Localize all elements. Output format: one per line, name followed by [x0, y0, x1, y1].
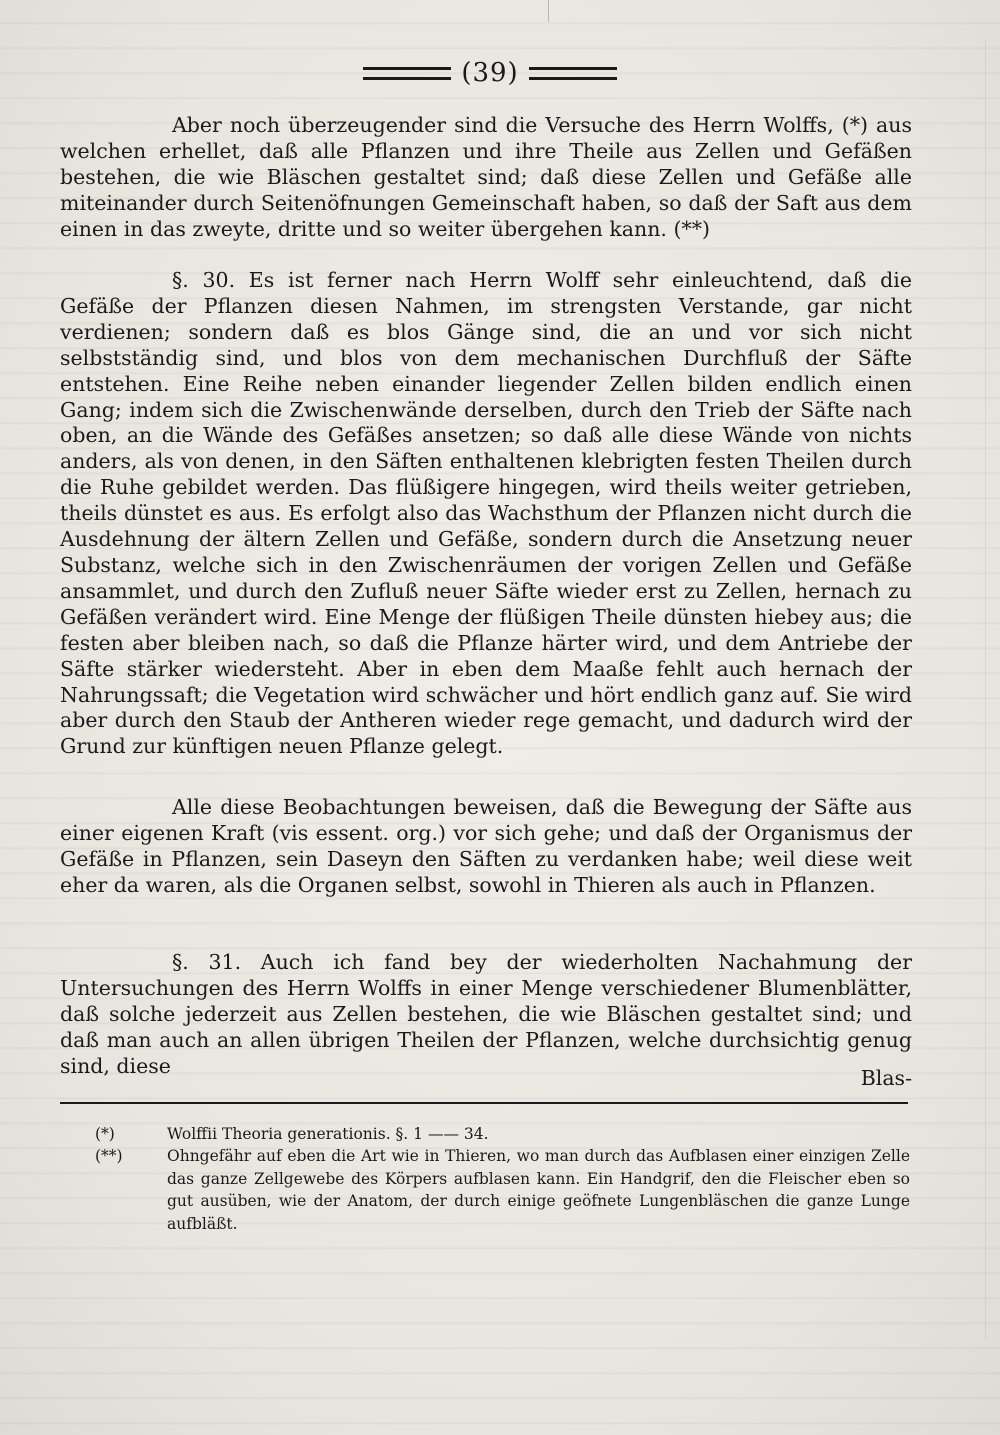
paragraph-text: §. 30. Es ist ferner nach Herrn Wolff sehr einleuchtend, daß die Gefäße der Pflanzen diesen Nahmen, im strengsten Verstande, gar nicht verdienen; sondern daß es blos Gänge sind, die an und vor sich nicht selbstständig sind, und blos von dem mechanischen Durchfluß der Säfte entstehen. Eine Reihe neben einander liegender Zellen bilden endlich einen Gang; indem sich die Zwischenwände derselben, durch den Trieb der Säfte nach oben, an die Wände des Gefäßes ansetzen; so daß alle diese Wände von nichts anders, als von denen, in den Säften enthaltenen klebrigten festen Theilen durch die Ruhe gebildet werden. Das flüßigere hingegen, wird theils weiter getrieben, theils dünstet es aus. Es erfolgt also das Wachsthum der Pflanzen nicht durch die Ausdehnung der ältern Zellen und Gefäße, sondern durch die Ansetzung neuer Substanz, welche sich in den Zwischenräumen der vorigen Zellen und Gefäße ansammlet, und durch den Zufluß neuer Säfte wieder erst zu Zellen, hernach zu Gefäßen verändert wird. Eine Menge der flüßigen Theile dünsten hiebey aus; die festen aber bleiben nach, so daß die Pflanze härter wird, und dem Antriebe der Säfte stärker wiedersteht. Aber in eben dem Maaße fehlt auch hernach der Nahrungssaft; die Vegetation wird schwächer und hört endlich ganz auf. Sie wird aber durch den Staub der Antheren wieder rege gemacht, und dadurch wird der Grund zur künftigen neuen Pflanze gelegt. [60, 268, 912, 759]
header-rule-left [363, 67, 451, 80]
footnote-text: Wolffii Theoria generationis. §. 1 —— 34. [167, 1125, 489, 1143]
footnotes [95, 1123, 910, 1235]
scan-mark [548, 0, 549, 22]
catchword: Blas- [860, 1066, 912, 1090]
paragraph-wolff-experiments [60, 113, 912, 243]
paragraph-observations [60, 795, 912, 899]
header-rule-right [529, 67, 617, 80]
footnote-text: Ohngefähr auf eben die Art wie in Thieren, wo man durch das Aufblasen einer einzigen Zelle das ganze Zellgewebe des Körpers aufblasen kann. Ein Handgrif, den die Fleischer eben so gut ausüben, wie der Anatom, der durch einige geöfnete Lungenbläschen die ganze Lunge aufbläßt. [167, 1147, 910, 1233]
page-edge-shadow [985, 40, 986, 1340]
page-header [355, 58, 625, 88]
footnote-rule [60, 1102, 908, 1104]
footnote-mark: (**) [95, 1147, 123, 1166]
paragraph-section-31 [60, 950, 912, 1080]
paragraph-text: §. 31. Auch ich fand bey der wiederholten Nachahmung der Untersuchungen des Herrn Wolffs in einer Menge verschiedener Blumenblätter, daß solche jederzeit aus Zellen bestehen, die wie Bläschen gestaltet sind; und daß man auch an allen übrigen Theilen der Pflanzen, welche durchsichtig genug sind, diese [60, 950, 912, 1078]
paragraph-text: Aber noch überzeugender sind die Versuche des Herrn Wolffs, (*) aus welchen erhellet, daß alle Pflanzen und ihre Theile aus Zellen und Gefäßen bestehen, die wie Bläschen gestaltet sind; daß diese Zellen und Gefäße alle miteinander durch Seitenöfnungen Gemeinschaft haben, so daß der Saft aus dem einen in das zweyte, dritte und so weiter übergehen kann. (**) [60, 113, 912, 241]
paragraph-text: Alle diese Beobachtungen beweisen, daß die Bewegung der Säfte aus einer eigenen Kraft (vis essent. org.) vor sich gehe; und daß der Organismus der Gefäße in Pflanzen, sein Daseyn den Säften zu verdanken habe; weil diese weit eher da waren, als die Organen selbst, sowohl in Thieren als auch in Pflanzen. [60, 795, 912, 897]
paragraph-section-30 [60, 268, 912, 760]
footnote-mark: (*) [95, 1125, 115, 1143]
footnote [95, 1145, 910, 1235]
footnote [95, 1123, 910, 1145]
page-number: (39) [461, 58, 519, 88]
